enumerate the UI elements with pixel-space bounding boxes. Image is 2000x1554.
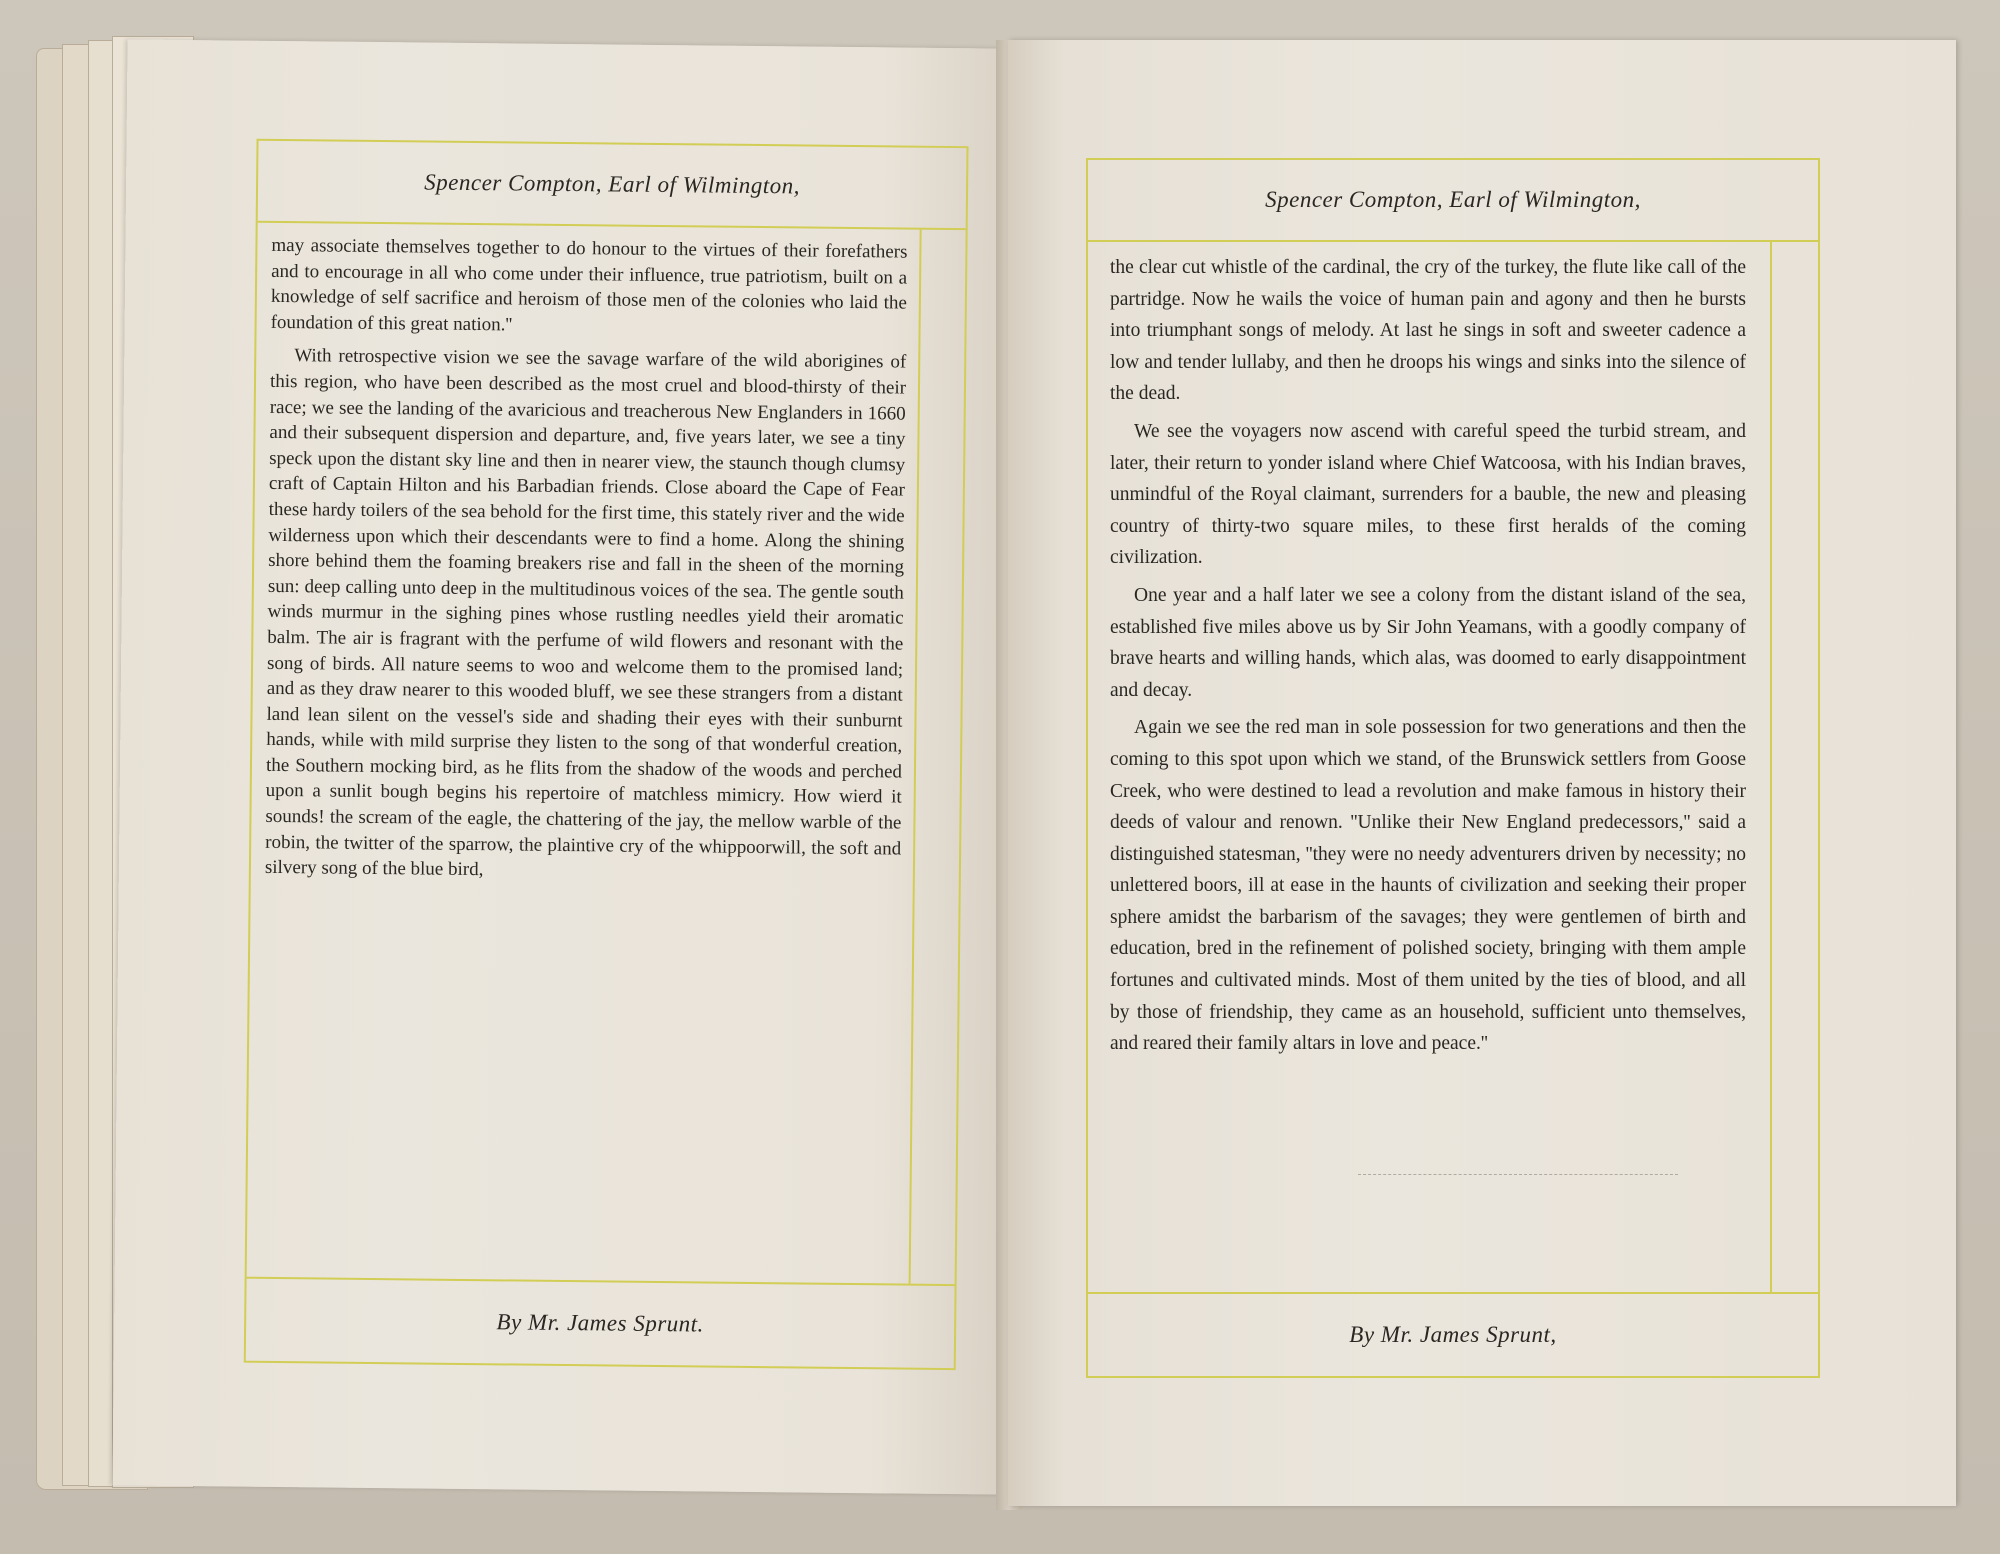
left-page: [112, 39, 1017, 1494]
right-header-band: [1088, 160, 1818, 242]
left-inner-rule: [909, 230, 922, 1284]
right-paragraph-2: We see the voyagers now ascend with careful speed the turbid stream, and later, their return to yonder island where Chief Watcoosa, with his Indian braves, unmindful of the Royal claimant, surrenders for a bauble, the new and pleasing country of thirty-two square miles, to these first heralds of the coming civilization.: [1110, 420, 1746, 569]
right-paragraph-1: the clear cut whistle of the cardinal, the cry of the turkey, the flute like call of the partridge. Now he wails the voice of human pain and agony and then he bursts into triumphant songs of melody. At last he sings in soft and sweeter cadence a low and tender lullaby, and then he droops his wings and sinks into the silence of the dead.: [1110, 257, 1746, 405]
right-footer-band: [1088, 1292, 1818, 1376]
right-page-frame: [1086, 158, 1820, 1378]
right-inner-rule: [1770, 242, 1772, 1292]
left-header-band: [258, 141, 967, 230]
right-body-text: [1110, 252, 1746, 1066]
left-footer-byline: By Mr. James Sprunt.: [496, 1309, 704, 1337]
left-body-text: [265, 233, 908, 895]
right-paragraph-3: One year and a half later we see a colony from the distant island of the sea, established five miles above us by Sir John Yeamans, with a goodly company of brave hearts and willing hands, which alas, was doomed to early disappointment and decay.: [1110, 584, 1746, 701]
right-running-head: Spencer Compton, Earl of Wilmington,: [1265, 187, 1641, 212]
left-footer-band: [246, 1277, 955, 1368]
left-paragraph-1: may associate themselves together to do honour to the virtues of their forefathers and to encourage in all who come under their influence, true patriotism, built on a knowledge of self sacrifice and heroism of those men of the colonies who laid the foundation of this great nation.'': [270, 234, 908, 336]
left-running-head: Spencer Compton, Earl of Wilmington,: [424, 169, 801, 199]
left-paragraph-2: With retrospective vision we see the savage warfare of the wild aborigines of this region, who have been described as the most cruel and blood-thirsty of their race; we see the landing of the avaricious and treacherous New Englanders in 1660 and their subsequent dispersion and departure, and, five years later, we see a tiny speck upon the distant sky line and then in nearer view, the staunch though clumsy craft of Captain Hilton and his Barbadian friends. Close aboard the Cape of Fear these hardy toilers of the sea behold for the first time, this stately river and the wide wilderness upon which their descendants were to find a home. Along the shining shore behind them the foaming breakers rise and fall in the sheen of the morning sun: deep calling unto deep in the multitudinous voices of the sea. The gentle south winds murmur in the sighing pines whose rustling needles yield their aromatic balm. The air is fragrant with the perfume of wild flowers and resonant with the song of birds. All nature seems to woo and welcome them to the promised land; and as they draw nearer to this wooded bluff, we see these strangers from a distant land lean silent on the vessel's side and shading their eyes with their sunburnt hands, while with mild surprise they listen to the song of that wonderful creation, the Southern mocking bird, as he flits from the shadow of the woods and perched upon a sunlit bough begins his repertoire of matchless mimicry. How wierd it sounds! the scream of the eagle, the chattering of the jay, the mellow warble of the robin, the twitter of the sparrow, the plaintive cry of the whippoorwill, the soft and silvery song of the blue bird,: [264, 345, 907, 881]
right-page: [1008, 40, 1956, 1506]
left-page-frame: [244, 139, 969, 1370]
right-footer-byline: By Mr. James Sprunt,: [1349, 1322, 1557, 1347]
end-ornament-rule: [1358, 1166, 1678, 1175]
right-paragraph-4: Again we see the red man in sole possession for two generations and then the coming to this spot upon which we stand, of the Brunswick settlers from Goose Creek, who were destined to lead a revolution and make famous in history their deeds of valour and renown. ''Unlike their New England predecessors,'' said a distinguished statesman, ''they were no needy adventurers driven by necessity; no unlettered boors, ill at ease in the haunts of civilization and seeking their proper sphere amidst the barbarism of the savages; they were gentlemen of birth and education, bred in the refinement of polished society, bringing with them ample fortunes and cultivated minds. Most of them united by the ties of blood, and all by those of friendship, they came as an household, sufficient unto themselves, and reared their family altars in love and peace.'': [1110, 717, 1746, 1055]
